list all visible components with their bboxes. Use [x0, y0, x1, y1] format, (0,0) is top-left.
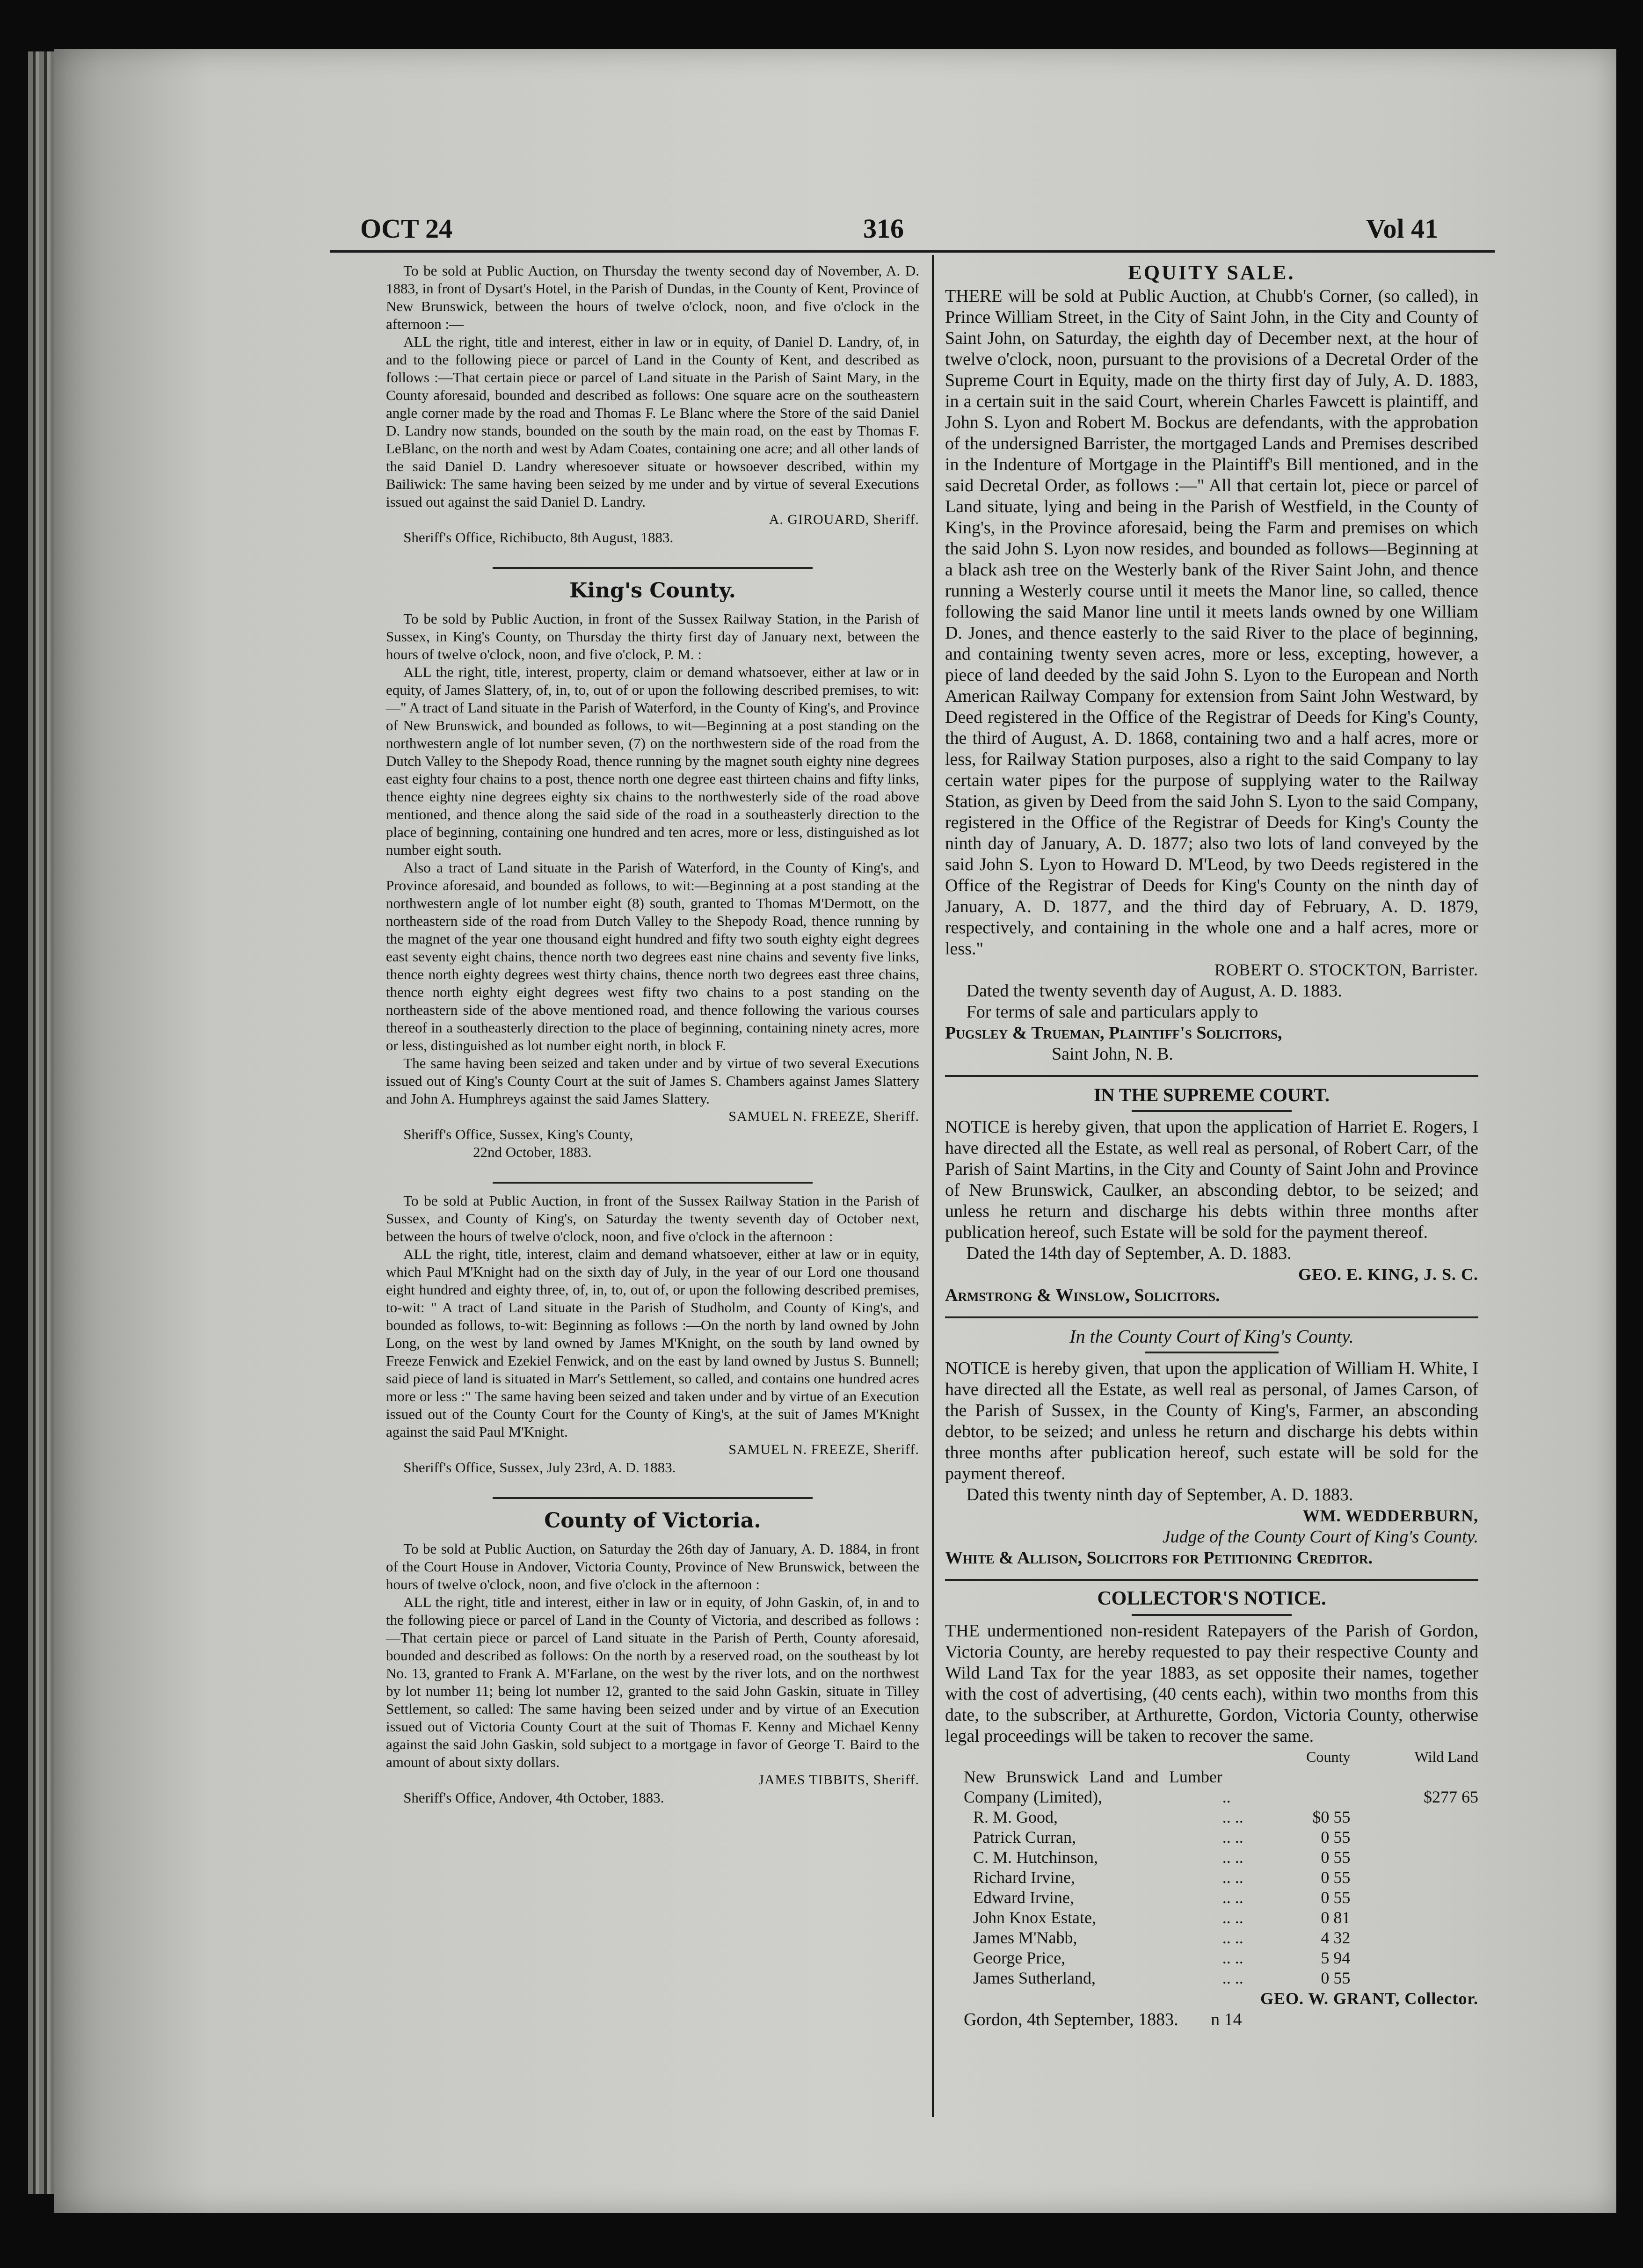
table-row — [945, 1968, 1478, 1988]
table-row — [945, 1807, 1478, 1827]
notice-intro: To be sold at Public Auction, in front of the Sussex Railway Station in the Parish of Sussex, and County of King's, on Saturday the twenty seventh day of October next, between the hours of twelve o'clock, noon, and five o'clock in the afternoon : — [386, 1192, 919, 1244]
table-row — [945, 1827, 1478, 1847]
ratepayer-name: Patrick Curran, — [973, 1828, 1076, 1846]
county-court-solicitors: White & Allison, Solicitors for Petitioning Creditor. — [945, 1548, 1373, 1568]
table-row — [945, 1948, 1478, 1968]
sheriff-office: Sheriff's Office, Sussex, King's County, — [403, 1126, 633, 1142]
leader-dots: .. .. — [1222, 1828, 1243, 1846]
leader-dots: .. .. — [1222, 1969, 1243, 1987]
wild-land-amount — [1350, 1968, 1478, 1988]
separator — [493, 567, 813, 569]
section-heading-kings-county: King's County. — [569, 579, 736, 603]
notice-body: The same having been seized and taken under and by virtue of two several Executions issued out of King's County Court at the suit of James S. Chambers against James Slattery and John A. Humphreys against the said James Slattery. — [386, 1055, 919, 1107]
notice-body: ALL the right, title, interest, claim and demand whatsoever, either at law or in equity, which Paul M'Knight had on the sixth day of July, in the year of our Lord one thousand eight hundred and eighty three, of, in, to, out of, or upon the following described premises, to-wit: " A tract of Land situate in the Parish of Studholm, and County of King's, and bounded as follows, to-wit: Beginning as follows :—On the north by land owned by John Long, on the west by land owned by James M'Knight, on the south by land owned by Freeze Fenwick and Ezekiel Fenwick, and on the east by land owned by Justus S. Bunnell; said piece of land is situated in Marr's Settlement, so called, and contains one hundred acres more or less :" The same having been seized and taken under and by virtue of an Execution issued out of the County Court for the County of King's, at the suit of James M'Knight against the said Paul M'Knight. — [386, 1246, 919, 1440]
leader-dots: .. .. — [1222, 1948, 1243, 1967]
ratepayer-name: Richard Irvine, — [973, 1868, 1075, 1887]
header-date: OCT 24 — [360, 213, 453, 244]
collectors-notice-heading: COLLECTOR'S NOTICE. — [1097, 1588, 1326, 1609]
column-header-county: County — [1306, 1748, 1351, 1765]
county-amount: 4 32 — [1321, 1928, 1351, 1947]
ratepayers-table — [945, 1747, 1478, 1988]
separator — [493, 1182, 813, 1184]
sheriff-office: Sheriff's Office, Sussex, July 23rd, A. D. 1883. — [403, 1459, 676, 1476]
notice-intro: To be sold at Public Auction, on Thursday the twenty second day of November, A. D. 1883, in front of Dysart's Hotel, in the Parish of Dundas, in the County of Kent, Province of New Brunswick, between the hours of twelve o'clock, noon, and five o'clock in the afternoon :— — [386, 262, 919, 332]
table-row — [945, 1888, 1478, 1908]
equity-solicitors: Pugsley & Trueman, Plaintiff's Solicitors, — [945, 1023, 1282, 1043]
separator — [493, 1497, 813, 1499]
separator — [1132, 1110, 1292, 1112]
supreme-court-heading: IN THE SUPREME COURT. — [1094, 1084, 1330, 1105]
ratepayer-name: John Knox Estate, — [973, 1908, 1096, 1927]
supreme-court-dated: Dated the 14th day of September, A. D. 1883. — [966, 1243, 1292, 1263]
notice-intro: To be sold at Public Auction, on Saturday the 26th day of January, A. D. 1884, in front of the Court House in Andover, Victoria County, Province of New Brunswick, between the hours of twelve o'clock, noon, and five o'clock in the afternoon : — [386, 1541, 919, 1592]
volume-number: Vol 41 — [1366, 213, 1439, 244]
leader-dots: .. .. — [1222, 1888, 1243, 1907]
separator — [1145, 1352, 1279, 1353]
equity-sale-body: THERE will be sold at Public Auction, at Chubb's Corner, (so called), in Prince William Street, in the City of Saint John, in the City and County of Saint John, on Saturday, the eighth day of December next, at the hour of twelve o'clock, noon, pursuant to the provisions of a Decretal Order of the Supreme Court in Equity, made on the thirty first day of July, A. D. 1883, in a certain suit in the said Court, wherein Charles Fawcett is plaintiff, and John S. Lyon and Robert M. Bockus are defendants, with the approbation of the undersigned Barrister, the mortgaged Lands and Premises described in the Indenture of Mortgage in the Plaintiff's Bill mentioned, and in the said Decretal Order, as follows :—" All that certain lot, piece or parcel of Land situate, lying and being in the Parish of Westfield, in the County of King's, in the Province aforesaid, being the Farm and premises on which the said John S. Lyon now resides, and bounded as follows—Beginning at a black ash tree on the Westerly bank of the River Saint John, and thence running a Westerly course until it meets the Manor line, so called, thence following the said Manor line until it meets lands owned by one William D. Jones, and thence easterly to the said River to the place of beginning, and containing twenty seven acres, more or less, excepting, however, a piece of land deeded by the said John S. Lyon to the European and North American Railway Company for extension from Saint John Westward, by Deed registered in the Office of the Registrar of Deeds for King's County, the third of August, A. D. 1868, containing two and a half acres, more or less, for Railway Station purposes, also a right to the said Company to lay certain water pipes for the purpose of supplying water to the Railway Station, as given by Deed from the said John S. Lyon to the said Company, registered in the Office of the Registrar of Deeds for King's County the ninth day of January, A. D. 1877; also two lots of land conveyed by the said John S. Lyon to Howard D. M'Leod, by two Deeds registered in the Office of the Registrar of Deeds for King's County on the ninth day of January, A. D. 1877, and the third day of February, A. D. 1879, respectively, and containing in the whole one and a half acres, more or less." — [945, 286, 1478, 959]
insertion-code: n 14 — [1211, 2010, 1242, 2029]
separator — [1132, 1614, 1292, 1616]
supreme-court-body: NOTICE is hereby given, that upon the application of Harriet E. Rogers, I have directed all the Estate, as well real as personal, of Robert Carr, of the Parish of Saint Martins, in the City and County of Saint John and Province of New Brunswick, Caulker, an absconding debtor, to be seized; and unless he return and discharge his debts within three months after publication hereof, such Estate will be sold for the payment thereof. — [945, 1117, 1478, 1242]
wild-land-amount — [1350, 1807, 1478, 1827]
wild-land-amount — [1350, 1827, 1478, 1847]
wild-land-amount — [1350, 1908, 1478, 1928]
ratepayer-name: George Price, — [973, 1948, 1066, 1967]
left-column — [386, 262, 919, 1827]
collector-dated-line — [964, 2009, 1478, 2030]
equity-place: Saint John, N. B. — [1052, 1044, 1173, 1064]
judge-title: Judge of the County Court of King's County. — [1162, 1527, 1478, 1547]
ratepayer-name: R. M. Good, — [973, 1808, 1058, 1826]
ratepayer-name: New Brunswick Land and Lumber Company (Limited), — [964, 1767, 1222, 1806]
right-column — [945, 262, 1478, 2030]
county-court-body: NOTICE is hereby given, that upon the application of William H. White, I have directed all the Estate, as well real as personal, of James Carson, of the Parish of Sussex, in the County of King's, Farmer, an absconding debtor, to be seized; and unless he return and discharge his debts within three months after publication hereof, such estate will be sold for the payment thereof. — [945, 1359, 1478, 1483]
wild-land-amount — [1350, 1868, 1478, 1888]
ratepayer-name: James Sutherland, — [973, 1969, 1096, 1987]
separator — [945, 1316, 1478, 1318]
notice-body: ALL the right, title and interest, either in law or in equity, of John Gaskin, of, in and to the following piece or parcel of Land in the County of Victoria, and described as follows :—That certain piece or parcel of Land situate in the Parish of Perth, County aforesaid, bounded and described as follows: On the north by a reserved road, on the southeast by lot No. 13, granted to Frank A. M'Farlane, on the west by the river lots, and on the northwest by lot number 11; being lot number 12, granted to the said John Gaskin, situate in Tilley Settlement, so called: The same having been seized under and by virtue of an Execution issued out of Victoria County Court at the suit of Thomas F. Kenny and Michael Kenny against the said John Gaskin, sold subject to a mortgage in favor of George T. Baird to the amount of about sixty dollars. — [386, 1594, 919, 1770]
sheriff-signature: SAMUEL N. FREEZE, Sheriff. — [728, 1442, 919, 1457]
notice-body: ALL the right, title, interest, property, claim or demand whatsoever, either at law or in equity, of James Slattery, of, in, to, out of or upon the following described premises, to wit:—" A tract of Land situate in the Parish of Waterford, in the County of King's, and Province of New Brunswick, and bounded as follows, to wit—Beginning at a post standing on the northwestern angle of lot number seven, (7) on the northwestern side of the road from the Dutch Valley to the Shepody Road, thence running by the magnet south eighty nine degrees east eighty four chains to a post, thence north one degree east thirteen chains and fifty links, thence eighty nine degrees eighty six chains to the northwesterly side of the road above mentioned, and thence along the said side of the road in a southeasterly direction to the place of beginning, containing one hundred and ten acres, more or less, distinguished as lot number eight south. — [386, 664, 919, 858]
wild-land-amount — [1350, 1948, 1478, 1968]
ratepayer-name: Edward Irvine, — [973, 1888, 1074, 1907]
leader-dots: .. .. — [1222, 1908, 1243, 1927]
page-number: 316 — [863, 213, 904, 244]
leader-dots: .. .. — [1222, 1868, 1243, 1887]
leader-dots: .. .. — [1222, 1848, 1243, 1867]
county-amount: 0 55 — [1321, 1868, 1351, 1887]
county-amount: 0 55 — [1321, 1828, 1351, 1846]
column-divider — [932, 255, 934, 2117]
table-row — [945, 1868, 1478, 1888]
county-amount: 5 94 — [1321, 1948, 1351, 1967]
wild-land-amount — [1350, 1888, 1478, 1908]
county-amount: 0 55 — [1321, 1969, 1351, 1987]
header-rule — [330, 250, 1495, 253]
county-court-dated: Dated this twenty ninth day of September, A. D. 1883. — [966, 1485, 1353, 1505]
collector-dated: Gordon, 4th September, 1883. — [964, 2010, 1178, 2029]
county-amount: 0 55 — [1321, 1888, 1351, 1907]
collector-signature: GEO. W. GRANT, Collector. — [1260, 1989, 1478, 2008]
separator — [945, 1579, 1478, 1581]
notice-body: Also a tract of Land situate in the Parish of Waterford, in the County of King's, and Province aforesaid, and bounded as follows, to wit:—Beginning at a post standing at the northwestern angle of lot number eight (8) south, granted to Thomas M'Dermott, on the northeastern side of the road from Dutch Valley to the Shepody Road, thence running by the magnet of the year one thousand eight hundred and fifty two south eighty eight degrees east seventy eight chains, thence north two degrees east nine chains and seventy five links, thence north eighty degrees west thirty chains, thence north two degrees east three chains, thence north eighty eight degrees west fifty two chains to a post standing on the northeastern side of the above mentioned road, and thence following the various courses thereof in a southeasterly direction to the place of beginning, containing ninety acres, more or less, distinguished as lot number eight north, in block F. — [386, 859, 919, 1054]
table-row — [945, 1767, 1478, 1807]
county-amount: $0 55 — [1312, 1808, 1351, 1826]
county-amount: 0 81 — [1321, 1908, 1351, 1927]
sheriff-office: Sheriff's Office, Andover, 4th October, 1883. — [403, 1789, 664, 1806]
sheriff-office-date: 22nd October, 1883. — [473, 1144, 592, 1160]
collectors-notice-body: THE undermentioned non-resident Ratepayers of the Parish of Gordon, Victoria County, are hereby requested to pay their respective County and Wild Land Tax for the year 1883, as set opposite their names, together with the cost of advertising, (40 cents each), within two months from this date, to the subscriber, at Arthurette, Gordon, Victoria County, otherwise legal proceedings will be taken to recover the same. — [945, 1621, 1478, 1746]
notice-intro: To be sold by Public Auction, in front of the Sussex Railway Station, in the Parish of Sussex, in King's County, on Thursday the thirty first day of January next, between the hours of twelve o'clock, noon, and five o'clock, P. M. : — [386, 611, 919, 662]
wild-land-amount — [1350, 1847, 1478, 1868]
sheriff-signature: A. GIROUARD, Sheriff. — [769, 512, 919, 527]
county-amount — [1276, 1767, 1351, 1807]
equity-sale-heading: EQUITY SALE. — [1128, 261, 1295, 284]
equity-terms: For terms of sale and particulars apply to — [966, 1002, 1258, 1022]
barrister-signature: ROBERT O. STOCKTON, Barrister. — [1214, 960, 1478, 979]
wild-land-amount — [1350, 1928, 1478, 1948]
gazette-page — [54, 49, 1616, 2213]
county-court-heading: In the County Court of King's County. — [1069, 1326, 1354, 1347]
judge-signature: GEO. E. KING, J. S. C. — [1298, 1265, 1478, 1284]
leader-dots: .. — [1222, 1788, 1231, 1806]
ratepayer-name: C. M. Hutchinson, — [973, 1848, 1098, 1867]
ratepayer-name: James M'Nabb, — [973, 1928, 1077, 1947]
sheriff-office: Sheriff's Office, Richibucto, 8th August, 1883. — [403, 529, 674, 545]
table-row — [945, 1908, 1478, 1928]
column-header-wild-land: Wild Land — [1414, 1748, 1478, 1765]
leader-dots: .. .. — [1222, 1808, 1243, 1826]
judge-signature: WM. WEDDERBURN, — [1302, 1506, 1478, 1525]
equity-dated: Dated the twenty seventh day of August, A. D. 1883. — [966, 981, 1342, 1001]
notice-body: ALL the right, title and interest, either in law or in equity, of Daniel D. Landry, of, in and to the following piece or parcel of Land in the County of Kent, and described as follows :—That certain piece or parcel of Land situate in the Parish of Saint Mary, in the County aforesaid, bounded and described as follows: One square acre on the southeastern angle corner made by the road and Thomas F. Le Blanc where the Store of the said Daniel D. Landry now stands, bounded on the south by the main road, on the east by Thomas F. LeBlanc, on the north and west by Adam Coates, containing one acre; and all other lands of the said Daniel D. Landry wheresoever situate or howsoever described, within my Bailiwick: The same having been seized by me under and by virtue of several Executions issued out against the said Daniel D. Landry. — [386, 334, 919, 510]
table-row — [945, 1847, 1478, 1868]
section-heading-county-of-victoria: County of Victoria. — [544, 1509, 761, 1533]
table-row — [945, 1928, 1478, 1948]
leader-dots: .. .. — [1222, 1928, 1243, 1947]
sheriff-signature: JAMES TIBBITS, Sheriff. — [758, 1772, 919, 1788]
sheriff-signature: SAMUEL N. FREEZE, Sheriff. — [728, 1109, 919, 1124]
supreme-court-solicitors: Armstrong & Winslow, Solicitors. — [945, 1286, 1220, 1305]
table-header-row — [945, 1747, 1478, 1767]
separator — [945, 1075, 1478, 1077]
wild-land-amount: $277 65 — [1424, 1788, 1478, 1806]
county-amount: 0 55 — [1321, 1848, 1351, 1867]
